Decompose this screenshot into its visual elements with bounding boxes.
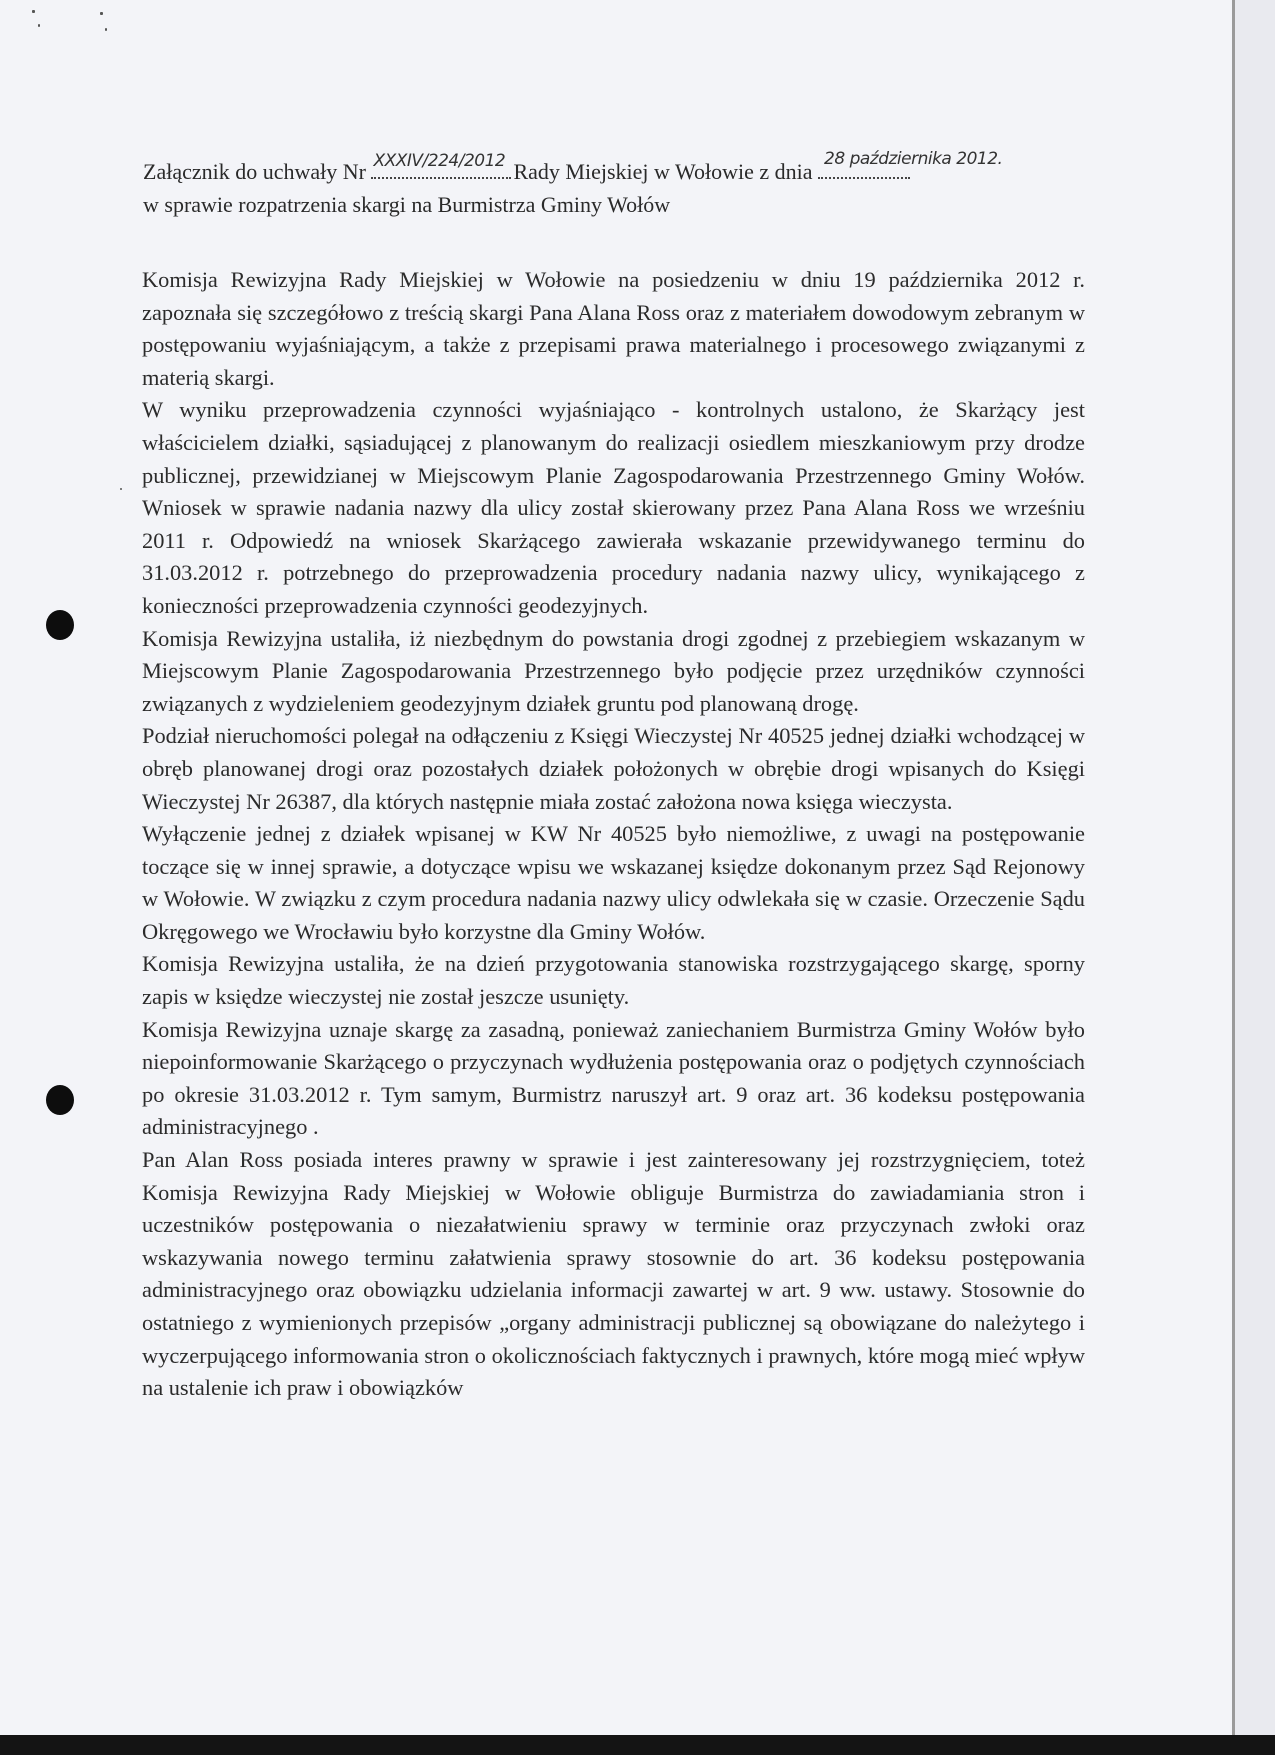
- scan-speck: [105, 28, 107, 31]
- punch-hole: [46, 1085, 74, 1115]
- paragraph: W wyniku przeprowadzenia czynności wyjaśniająco - kontrolnych ustalono, że Skarżący jest właścicielem działki, sąsiadującej z planowanym do realizacji osiedlem mieszkaniowym przy drodze publicznej, przewidzianej w Miejscowym Planie Zagospodarowania Przestrzennego Gminy Wołów. Wniosek w sprawie nadania nazwy dla ulicy został skierowany przez Pana Alana Ross we wrześniu 2011 r. Odpowiedź na wniosek Skarżącego zawierała wskazanie przewidywanego terminu do 31.03.2012 r. potrzebnego do przeprowadzenia procedury nadania nazwy ulicy, wynikającego z konieczności przeprowadzenia czynności geodezyjnych.: [142, 397, 1085, 618]
- paragraph: Pan Alan Ross posiada interes prawny w sprawie i jest zainteresowany jej rozstrzygnięciem, toteż Komisja Rewizyjna Rady Miejskiej w Wołowie obliguje Burmistrza do zawiadamiania stron i uczestników postępowania o niezałatwieniu sprawy w terminie oraz przyczynach zwłoki oraz wskazywania nowego terminu załatwienia sprawy stosownie do art. 36 kodeksu postępowania administracyjnego oraz obowiązku udzielania informacji zawartej w art. 9 ww. ustawy. Stosownie do ostatniego z wymienionych przepisów „organy administracji publicznej są obowiązane do należytego i wyczerpującego informowania stron o okolicznościach faktycznych i prawnych, które mogą mieć wpływ na ustalenie ich praw i obowiązków: [142, 1147, 1085, 1401]
- scan-bottom-border: [0, 1735, 1275, 1755]
- header-line-1: [143, 149, 1183, 188]
- paragraph: Komisja Rewizyjna ustaliła, iż niezbędnym do powstania drogi zgodnej z przebiegiem wskazanym w Miejscowym Planie Zagospodarowania Przestrzennego było podjęcie przez urzędników czynności związanych z wydzieleniem geodezyjnym działek gruntu pod planowaną drogę.: [142, 625, 1085, 716]
- header-prefix: Załącznik do uchwały Nr: [143, 159, 366, 184]
- resolution-number-field: [371, 151, 511, 179]
- document-body: [142, 264, 1085, 1405]
- paragraph: Wyłączenie jednej z działek wpisanej w KW Nr 40525 było niemożliwe, z uwagi na postępowanie toczące się w innej sprawie, a dotyczące wpisu we wskazanej księdze dokonanym przez Sąd Rejonowy w Wołowie. W związku z czym procedura nadania nazwy ulicy odwlekała się w czasie. Orzeczenie Sądu Okręgowego we Wrocławiu było korzystne dla Gminy Wołów.: [142, 821, 1085, 944]
- scan-speck: [38, 24, 40, 27]
- date-field: [818, 149, 1003, 179]
- header-line-2: w sprawie rozpatrzenia skargi na Burmistrza Gminy Wołów: [143, 192, 671, 217]
- paragraph: Komisja Rewizyjna ustaliła, że na dzień przygotowania stanowiska rozstrzygającego skargę, sporny zapis w księdze wieczystej nie został jeszcze usunięty.: [142, 951, 1085, 1010]
- paragraph: Podział nieruchomości polegał na odłączeniu z Księgi Wieczystej Nr 40525 jednej działki wchodzącej w obręb planowanej drogi oraz pozostałych działek położonych w obrębie drogi wpisanych do Księgi Wieczystej Nr 26387, dla których następnie miała zostać założona nowa księga wieczysta.: [142, 723, 1085, 814]
- resolution-number-handwritten: XXXIV/224/2012: [373, 151, 506, 171]
- date-handwritten: 28 października 2012.: [824, 149, 1003, 169]
- punch-hole: [46, 610, 74, 640]
- page-edge: [1232, 0, 1235, 1735]
- document-header: [143, 149, 1183, 221]
- scan-speck: [100, 12, 103, 15]
- paragraph: Komisja Rewizyjna uznaje skargę za zasadną, ponieważ zaniechaniem Burmistrza Gminy Wołów było niepoinformowanie Skarżącego o przyczynach wydłużenia postępowania oraz o podjętych czynnościach po okresie 31.03.2012 r. Tym samym, Burmistrz naruszył art. 9 oraz art. 36 kodeksu postępowania administracyjnego .: [142, 1016, 1085, 1140]
- scan-margin: [1232, 0, 1275, 1735]
- scan-speck: [120, 488, 122, 490]
- paragraph: Komisja Rewizyjna Rady Miejskiej w Wołowie na posiedzeniu w dniu 19 października 2012 r. zapoznała się szczegółowo z treścią skargi Pana Alana Ross oraz z materiałem dowodowym zebranym w postępowaniu wyjaśniającym, a także z przepisami prawa materialnego i procesowego związanymi z materią skargi.: [142, 267, 1085, 390]
- header-middle: Rady Miejskiej w Wołowie z dnia: [513, 159, 813, 184]
- scan-speck: [32, 10, 35, 13]
